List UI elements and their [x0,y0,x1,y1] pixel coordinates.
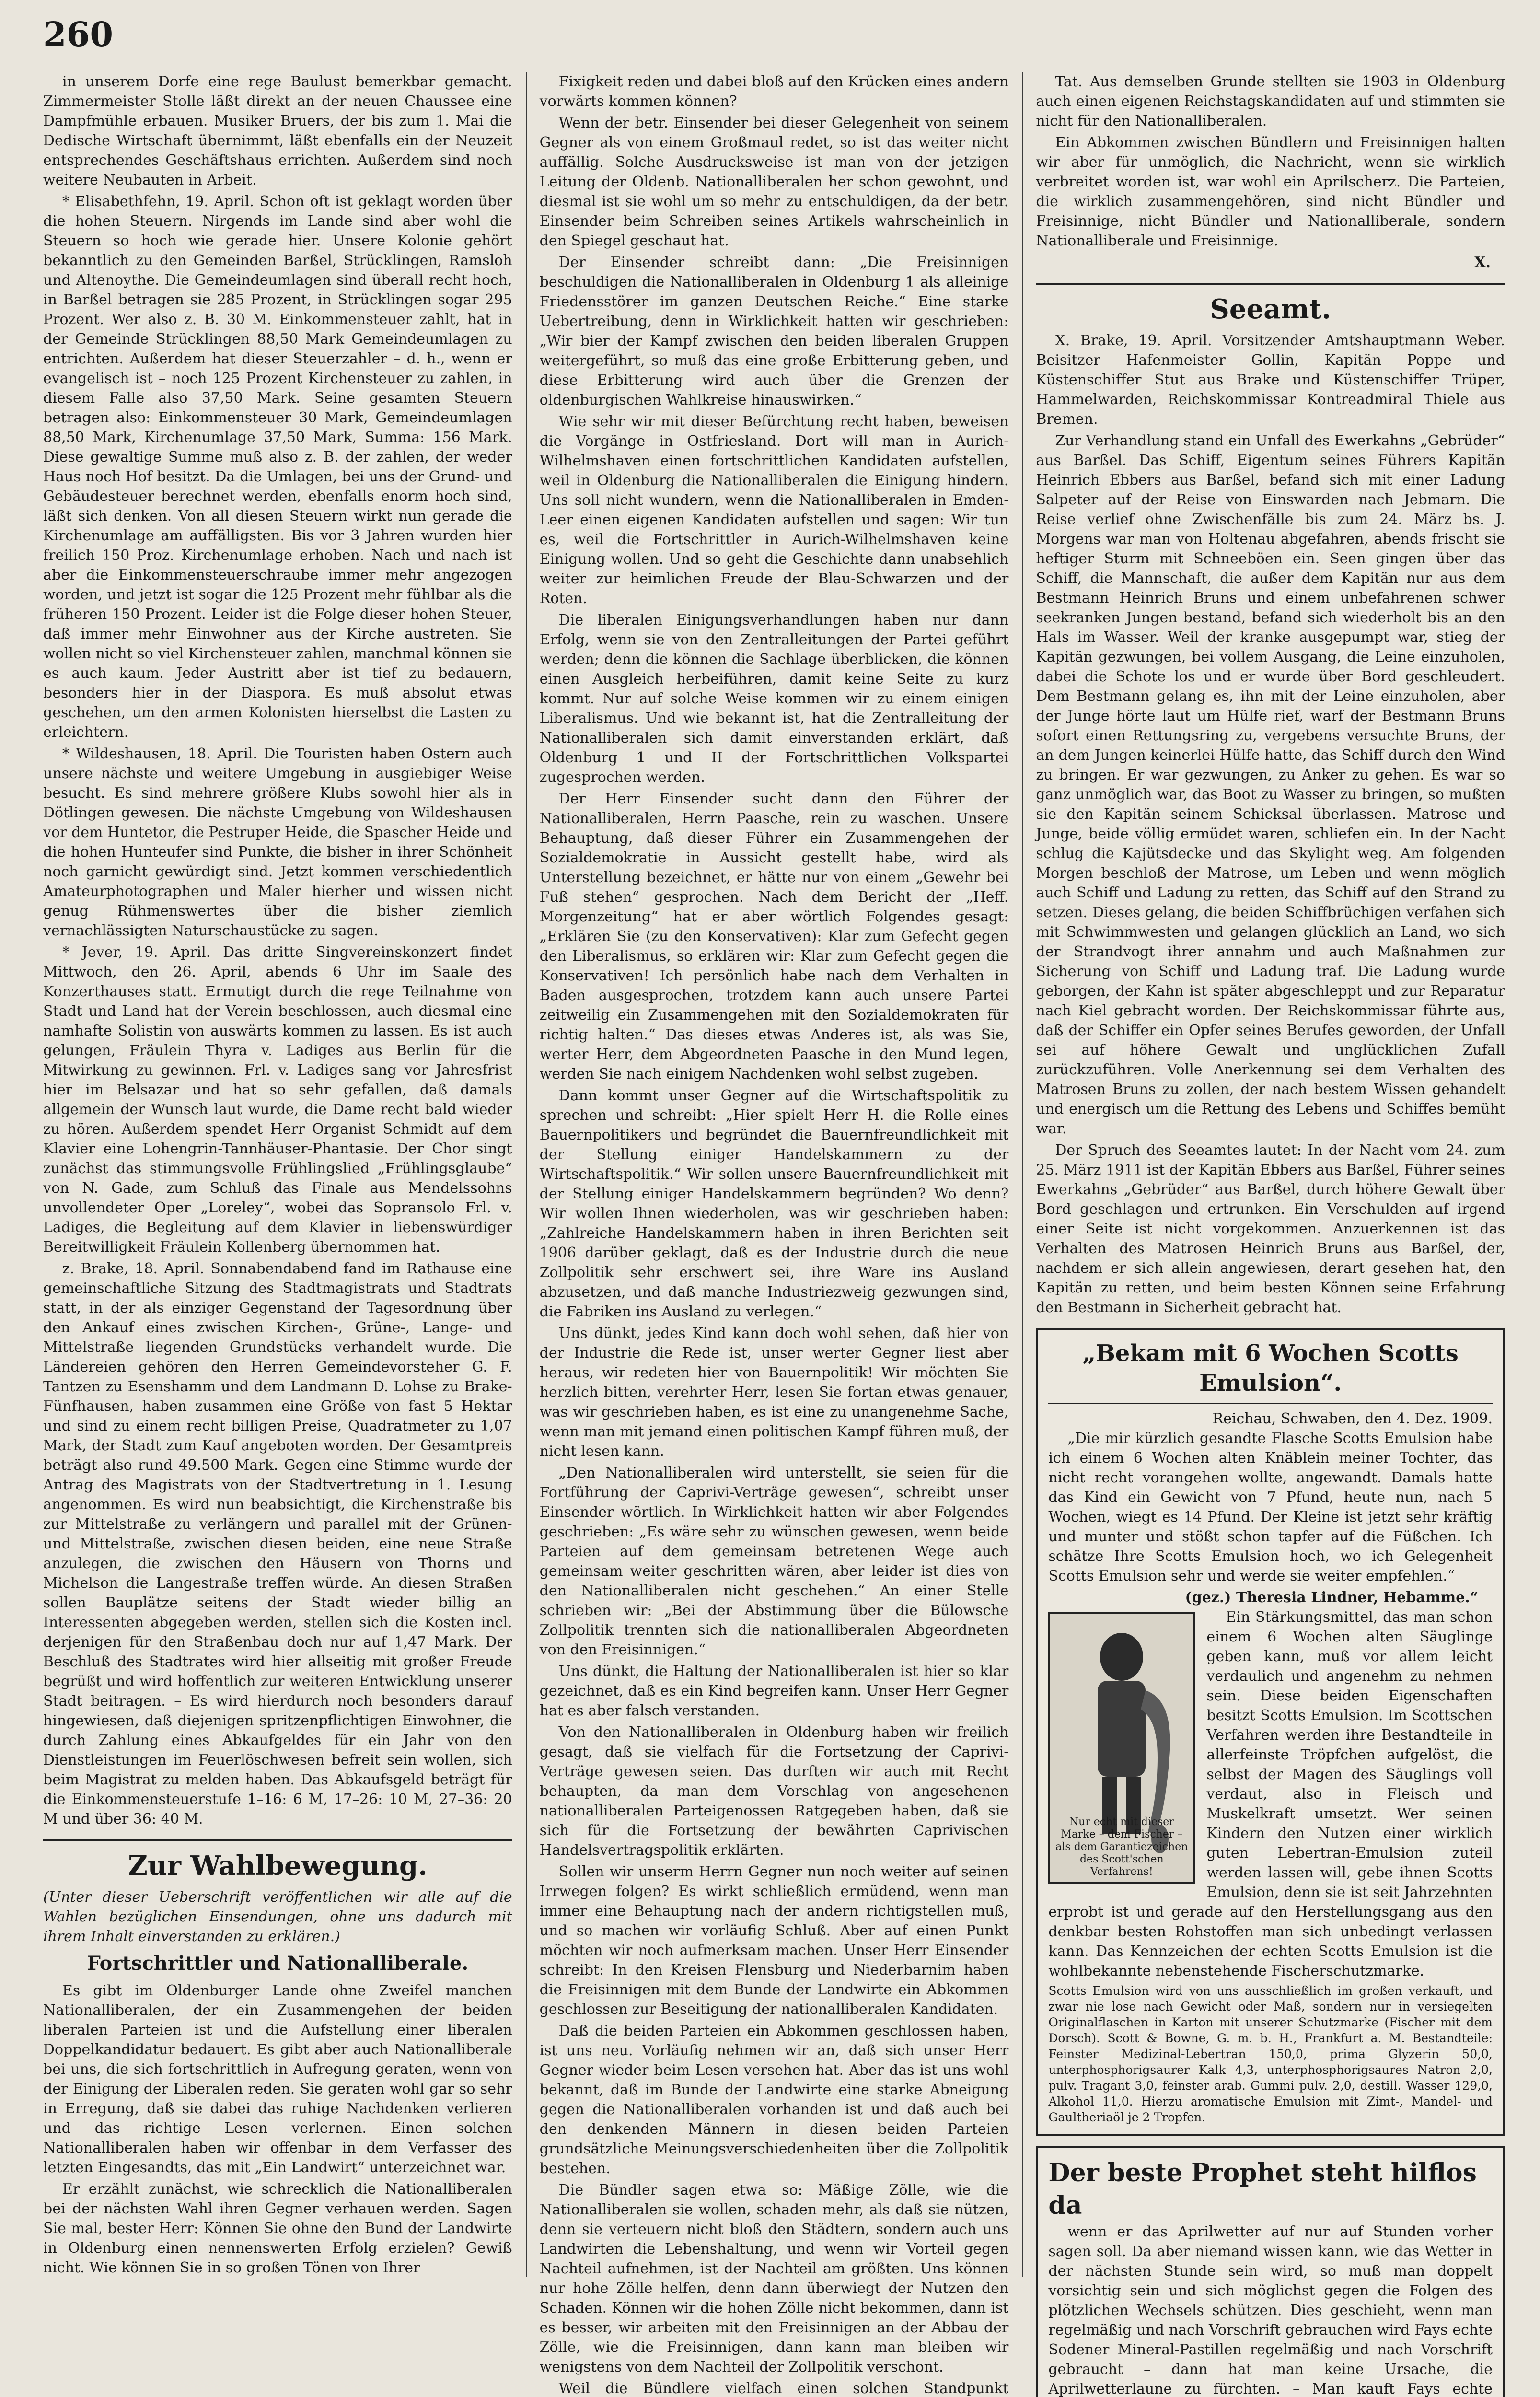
section-title-wahlbewegung: Zur Wahlbewegung. [127,1850,428,1882]
article-paragraph: Ein Abkommen zwischen Bündlern und Freisinnigen halten wir aber für unmöglich, die Nachricht, wenn sie wirklich verbreitet worden ist, war wohl ein Aprilscherz. Die Parteien, die wirklich zusammengehören, sind nicht Bündler und Freisinnige, nicht Bündler und Nationalliberale, sondern Nationalliberale und Freisinnige. [1036,134,1505,249]
article-paragraph: Daß die beiden Parteien ein Abkommen geschlossen haben, ist uns neu. Vorläufig nehmen wir an, daß sich unser Herr Gegner wieder beim Lesen versehen hat. Aber das ist uns wohl bekannt, daß im Bunde der Landwirte eine starke Abneigung gegen die Nationalliberalen vorhanden ist und daß auch bei den denkenden Männern in diesen beiden Parteien grundsätzliche Meinungsverschiedenheiten über die Zollpolitik bestehen. [539,2023,1009,2177]
ad-headline: „Bekam mit 6 Wochen Scotts Emulsion“. [1048,1338,1493,1404]
article-paragraph: Dann kommt unser Gegner auf die Wirtschaftspolitik zu sprechen und schreibt: „Hier spielt Herr H. die Rolle eines Bauernpolitikers und begründet die Bauernfreundlichkeit mit der Stellung einiger Handelskammern zu der Wirtschaftspolitik.“ Wir sollen unsere Bauernfreundlichkeit mit der Stellung einiger Handelskammern begründen? Wo denn? Wir wollen Ihnen wiederholen, was wir geschrieben haben: „Zahlreiche Handelskammern haben in ihren Berichten seit 1906 darüber geklagt, daß es der Industrie durch die neue Zollpolitik sehr erschwert sei, ihre Ware ins Ausland abzusetzen, und daß manche Industriezweig gezwungen sind, die Fabriken ins Ausland zu verlegen.“ [539,1087,1009,1320]
ad-dateline: Reichau, Schwaben, den 4. Dez. 1909. [1212,1410,1493,1427]
article-paragraph: Von den Nationalliberalen in Oldenburg haben wir freilich gesagt, daß sie vielfach für die Fortsetzung der Caprivi-Verträge gewesen seien. Das durften wir auch mit Recht behaupten, da man dem Vorschlag von angesehenen nationalliberalen Parteigenossen Ratgegeben haben, daß sie sich für die Fortsetzung der bewährten Caprivischen Handelsvertragspolitik erklärten. [539,1724,1009,1859]
article-paragraph: Uns dünkt, jedes Kind kann doch wohl sehen, daß hier von der Industrie die Rede ist, unser werter Gegner liest aber heraus, wir redeten hier von Bauernpolitik! Wir möchten Sie herzlich bitten, verehrter Herr, lesen Sie fortan etwas genauer, was wir geschrieben haben, es ist eine zu unangenehme Sache, wenn man mit jemand einen politischen Kampf führen muß, der nicht lesen kann. [539,1325,1009,1460]
article-paragraph: Uns dünkt, die Haltung der Nationalliberalen ist hier so klar gezeichnet, daß es ein Kind begreifen kann. Unser Herr Gegner hat es aber falsch verstanden. [539,1663,1009,1719]
column-1 [43,72,512,2277]
ad-sodener-pastillen [1036,2146,1505,2397]
columns [43,72,1505,2397]
column-2 [526,72,1009,2397]
ad-signature: (gez.) Theresia Lindner, Hebamme.“ [1185,1589,1479,1606]
article-paragraph: Fixigkeit reden und dabei bloß auf den Krücken eines andern vorwärts kommen können? [539,73,1009,110]
ad-headline: Der beste Prophet steht hilflos da [1048,2158,1477,2220]
ad-body: wenn er das Aprilwetter auf nur auf Stunden vorher sagen soll. Da aber niemand wissen kann, wie das Wetter in der nächsten Stunde sein wird, so muß man doppelt vorsichtig sein und sich möglichst gegen die Folgen des plötzlichen Wechsels schützen. Dies geschieht, wenn man regelmäßig und nach Vorschrift gebrauchen wird Fays echte Sodener Mineral-Pastillen regelmäßig und nach Vorschrift gebraucht – dann hat man keine Ursache, die Aprilwetterlaune zu fürchten. – Man kauft Fays echte [1048,2223,1493,2397]
article-paragraph: Zur Verhandlung stand ein Unfall des Ewerkahns „Gebrüder“ aus Barßel. Das Schiff, Eigentum seines Führers Kapitän Heinrich Ebbers aus Barßel, befand sich mit einer Ladung Salpeter auf der Reise von Einswarden nach Jebmarn. Die Reise verlief ohne Zwischenfälle bis zum 24. März bs. J. Morgens war man von Holtenau abgefahren, abends frischt sie heftiger Sturm mit Schneeböen ein. Seen gingen über das Schiff, die Mannschaft, die außer dem Kapitän nur aus dem Bestmann Heinrich Bruns und einem unbefahrenen schwer seekranken Jungen bestand, befand sich wiederholt bis an den Hals im Wasser. Weil der kranke ausgepumpt war, stieg der Kapitän gezwungen, bei vollem Ausgang, die Leine einzuholen, dabei die Schote los und er wurde über Bord geschleudert. Dem Bestmann gelang es, ihn mit der Leine einzuholen, aber der Junge hörte laut um Hülfe rief, warf der Bestmann Bruns sofort einen Rettungsring zu, vergebens versuchte Bruns, der an dem Jungen keinerlei Hülfe hatte, das Schiff durch den Wind zu bringen. Er war gezwungen, zu Anker zu gehen. Es war so ganz unmöglich war, das Boot zu Wasser zu bringen, so mußten sie den Kapitän seinem Schicksal überlassen. Matrose und Junge, beide völlig ermüdet waren, schliefen ein. In der Nacht schlug die Kajütsdecke und das Skylight weg. Am folgenden Morgen beschloß der Matrose, um Leben und wenn möglich auch Schiff und Ladung zu retten, das Schiff auf den Strand zu setzen. Dieses gelang, die beiden Schiffbrüchigen verfahen sich mit Schwimmwesten und gelangen glücklich an Land, wo sich der Strandvogt ihrer annahm und auch Maßnahmen zur Sicherung von Schiff und Ladung traf. Die Ladung wurde geborgen, der Kahn ist später abgeschleppt und zur Reparatur nach Kiel gebracht worden. Der Reichskommissar führte aus, daß der Schiffer ein Opfer seines Berufes geworden, der Unfall sei auf höhere Gewalt und unglücklichen Zufall zurückzuführen. Volle Anerkennung sei dem Verhalten des Matrosen Bruns zu zollen, der nach bestem Wissen gehandelt und energisch um die Rettung des Lebens und Schiffes bemüht war. [1036,432,1505,1137]
article-paragraph: X. Brake, 19. April. Vorsitzender Amtshauptmann Weber. Beisitzer Hafenmeister Gollin, Kapitän Poppe und Küstenschiffer Stut aus Brake und Küstenschiffer Trüper, Hammelwarden, Reichskommissar Kontreadmiral Thiele aus Bremen. [1036,332,1505,428]
article-paragraph: * Wildeshausen, 18. April. Die Touristen haben Ostern auch unsere nächste und weitere Umgebung in ausgiebiger Weise besucht. Es sind mehrere größere Klubs sowohl hier als in Dötlingen gewesen. Die nächste Umgebung von Wildeshausen vor dem Huntetor, die Pestruper Heide, die Spascher Heide und die hohen Hunteufer sind Punkte, die bisher in ihrer Schönheit noch garnicht gewürdigt sind. Jetzt kommen verschiedentlich Amateurphotographen und Maler hierher und wissen nicht genug Rühmenswertes über die bisher ziemlich vernachlässigten Naturschaustücke zu sagen. [43,745,512,939]
article-paragraph: Weil die Bündlere vielfach einen solchen Standpunkt [558,2380,1009,2397]
section-lead: (Unter dieser Ueberschrift veröffentlichen wir alle auf die Wahlen bezüglichen Einsendungen, ohne uns dadurch mit ihrem Inhalt einverstanden zu erklären.) [43,1889,512,1945]
ad-fine-print: Scotts Emulsion wird von uns ausschließlich im großen verkauft, und zwar nie lose nach Gewicht oder Maß, sondern nur in versiegelten Originalflaschen in Karton mit unserer Schutzmarke (Fischer mit dem Dorsch). Scott & Bowne, G. m. b. H., Frankfurt a. M. Bestandteile: Feinster Medizinal-Lebertran 150,0, prima Glyzerin 50,0, unterphosphorigsaurer Kalk 4,3, unterphosphorigsaures Natron 2,0, pulv. Tragant 3,0, feinster arab. Gummi pulv. 2,0, destill. Wasser 129,0, Alkohol 11,0. Hierzu aromatische Emulsion mit Zimt-, Mandel- und Gaultheriaöl je 2 Tropfen. [1048,1984,1493,2124]
article-paragraph: * Jever, 19. April. Das dritte Singvereinskonzert findet Mittwoch, den 26. April, abends 6 Uhr im Saale des Konzerthauses statt. Ermutigt durch die rege Teilnahme von Stadt und Land hat der Verein beschlossen, auch diesmal eine namhafte Solistin von auswärts kommen zu lassen. Es ist auch gelungen, Fräulein Thyra v. Ladiges aus Berlin für die Mitwirkung zu gewinnen. Frl. v. Ladiges sang vor Jahresfrist hier im Belsazar und hat so sehr gefallen, daß damals allgemein der Wunsch laut wurde, die Dame recht bald wieder zu hören. Außerdem spendet Herr Organist Schmidt auf dem Klavier eine Lohengrin-Tannhäuser-Phantasie. Der Chor singt zunächst das stimmungsvolle Frühlingslied „Frühlingsglaube“ von N. Gade, zum Schluß das Finale aus Mendelssohns unvollendeter Oper „Loreley“, wobei das Sopransolo Frl. v. Ladiges, die Begleitung auf dem Klavier in liebenswürdiger Bereitwilligkeit Fräulein Kollenberg übernommen hat. [43,944,512,1256]
column-3 [1022,72,1505,2397]
article-paragraph: Wie sehr wir mit dieser Befürchtung recht haben, beweisen die Vorgänge in Ostfriesland. Dort will man in Aurich-Wilhelmshaven einen fortschrittlichen Kandidaten aufstellen, weil in Oldenburg die Nationalliberalen die Einigung hindern. Uns soll nicht wundern, wenn die Nationalliberalen in Emden-Leer einen eigenen Kandidaten aufstellen und sagen: Wir tun es, weil die Fortschrittler in Aurich-Wilhelmshaven keine Einigung wollen. Und so geht die Geschichte dann unabsehlich weiter zur heimlichen Freude der Blau-Schwarzen und der Roten. [539,413,1009,607]
article-paragraph: „Den Nationalliberalen wird unterstellt, sie seien für die Fortführung der Caprivi-Verträge gewesen“, schreibt unser Einsender wörtlich. In Wirklichkeit hatten wir aber Folgendes geschrieben: „Es wäre sehr zu wünschen gewesen, wenn beide Parteien auf dem gemeinsam betretenen Wege auch gemeinsam weiter geschritten wären, aber leider ist dies von den Nationalliberalen nicht geschehen.“ An einer Stelle schrieben wir: „Bei der Abstimmung über die Bülowsche Zollpolitik trennten sich die nationalliberalen Abgeordneten von den Freisinnigen.“ [539,1465,1009,1658]
page-number: 260 [43,14,114,54]
article-paragraph: * Elisabethfehn, 19. April. Schon oft ist geklagt worden über die hohen Steuern. Nirgends im Lande sind aber wohl die Steuern so hoch wie gerade hier. Unsere Kolonie gehört bekanntlich zu den Gemeinden Barßel, Strücklingen, Ramsloh und Altenoythe. Die Gemeindeumlagen sind überall recht hoch, in Barßel betragen sie 285 Prozent, in Strücklingen sogar 295 Prozent. Wer also z. B. 30 M. Einkommensteuer zahlt, hat in der Gemeinde Strücklingen 88,50 Mark Gemeindeumlagen zu entrichten. Außerdem hat dieser Steuerzahler – d. h., wenn er evangelisch ist – noch 125 Prozent Kirchensteuer zu zahlen, in diesem Falle also 37,50 Mark. Seine gesamten Steuern betragen also: Einkommensteuer 30 Mark, Gemeindeumlagen 88,50 Mark, Kirchenumlage 37,50 Mark, Summa: 156 Mark. Diese gewaltige Summe muß also z. B. der zahlen, der weder Haus noch Hof besitzt. Da die Umlagen, bei uns der Grund- und Gebäudesteuer berechnet werden, ebenfalls enorm hoch sind, läßt sich denken. Von all diesen Steuern wirkt nun gerade die Kirchenumlage am auffälligsten. Bis vor 3 Jahren wurden hier freilich 150 Proz. Kirchenumlage erhoben. Nach und nach ist aber die Einkommensteuerschraube immer mehr angezogen worden, und jetzt ist sogar die 125 Prozent mehr fühlbar als die früheren 150 Prozent. Leider ist die Folge dieser hohen Steuer, daß immer mehr Einwohner aus der Kirche austreten. Sie wollen nicht so viel Kirchensteuer zahlen, manchmal können sie es auch kaum. Jeder Austritt aber ist tief zu bedauern, besonders hier in der Diaspora. Es muß absolut etwas geschehen, um den armen Kolonisten hierselbst die Lasten zu erleichtern. [43,193,512,741]
article-paragraph: in unserem Dorfe eine rege Baulust bemerkbar gemacht. Zimmermeister Stolle läßt direkt an der neuen Chaussee eine Dampfmühle erbauen. Musiker Bruers, der bis zum 1. Mai die Dedische Wirtschaft übernimmt, läßt ebenfalls ein der Neuzeit entsprechendes Geschäftshaus errichten. Außerdem sind noch weitere Neubauten in Arbeit. [43,73,512,188]
article-paragraph: Der Spruch des Seeamtes lautet: In der Nacht vom 24. zum 25. März 1911 ist der Kapitän Ebbers aus Barßel, Führer seines Ewerkahns „Gebrüder“ aus Barßel, durch höhere Gewalt über Bord geschlagen und ertrunken. Ein Verschulden auf irgend einer Seite ist nicht vorgekommen. Anzuerkennen ist das Verhalten des Matrosen Heinrich Bruns aus Barßel, der, nachdem er sich allein angewiesen, derart gesehen hat, den Kapitän zu retten, und beim besten Können seine Erfahrung den Bestmann in Sicherheit gebracht hat. [1036,1142,1505,1316]
subsection-title: Fortschrittler und Nationalliberale. [87,1952,469,1975]
section-divider [43,1839,512,1841]
article-paragraph: Die Bündler sagen etwa so: Mäßige Zölle, wie die Nationalliberalen sie wollen, schaden mehr, als daß sie nützen, denn sie verteuern nicht bloß den Städtern, sondern auch uns Landwirten die Lebenshaltung, und wenn wir Vorteil gegen Nachteil aufnehmen, ist der Nachteil am größten. Uns können nur hohe Zölle helfen, denn dann überwiegt der Nutzen den Schaden. Können wir die hohen Zölle nicht bekommen, dann ist es besser, wir arbeiten mit den Freisinnigen an der Abbau der Zölle, wie die Freisinnigen, dann kann man bleiben wir wenigstens von dem Nachteil der Zollpolitik verschont. [539,2182,1009,2375]
article-paragraph: Tat. Aus demselben Grunde stellten sie 1903 in Oldenburg auch einen eigenen Reichstagskandidaten auf und stimmten sie nicht für den Nationalliberalen. [1036,73,1505,129]
section-divider [1036,283,1505,285]
article-paragraph: Die liberalen Einigungsverhandlungen haben nur dann Erfolg, wenn sie von den Zentralleitungen der Partei geführt werden; denn die können die Sachlage überblicken, die können einen Ausgleich herbeiführen, damit keine Seite zu kurz kommt. Nur auf solche Weise kommen wir zu einem einigen Liberalismus. Und wie bekannt ist, hat die Zentralleitung der Nationalliberalen sich damit einverstanden erklärt, daß Oldenburg 1 und II der Fortschrittlichen Volkspartei zugesprochen werden. [539,612,1009,786]
ad-body: Ein Stärkungsmittel, das man schon einem 6 Wochen alten Säuglinge geben kann, muß vor allem leicht verdaulich und angenehm zu nehmen sein. Diese beiden Eigenschaften besitzt Scotts Emulsion. Im Scottschen Verfahren werden ihre Bestandteile in allerfeinste Tröpfchen aufgelöst, die selbst der Magen des Säuglings voll verdaut, also in Fleisch und Muskelkraft umsetzt. Wer seinen Kindern den Nutzen einer wirklich guten Lebertran-Emulsion zuteil werden lassen will, gebe ihnen Scotts Emulsion, denn sie ist seit Jahrzehnten erprobt ist und gerade auf den Herstellungsgang aus den denkbar besten Rohstoffen man sich unbedingt verlassen kann. Das Kennzeichen der echten Scotts Emulsion ist die wohlbekannte nebenstehende Fischerschutzmarke. [1048,1609,1493,1979]
section-title-seeamt: Seeamt. [1210,293,1331,325]
trademark-caption: Nur echt mit dieser Marke – dem Fischer – als dem Garantiezeichen des Scott'schen Verfahrens! [1055,1816,1188,1878]
article-paragraph: Es gibt im Oldenburger Lande ohne Zweifel manchen Nationalliberalen, der ein Zusammengehen der beiden liberalen Parteien ist und die Aufstellung einer liberalen Doppelkandidatur bedauert. Es gibt aber auch Nationalliberale bei uns, die sich fortschrittlich in Aufregung geraten, wenn von der Einigung der Liberalen reden. Sie geraten wohl gar so sehr in Erregung, daß sie dabei das ruhige Nachdenken verlieren und das richtige Lesen verlernen. Einen solchen Nationalliberalen haben wir offenbar in dem Verfasser des letzten Eingesandts, das mit „Ein Landwirt“ unterzeichnet war. [43,1982,512,2176]
article-paragraph: Er erzählt zunächst, wie schrecklich die Nationalliberalen bei der nächsten Wahl ihren Gegner verhauen werden. Sagen Sie mal, bester Herr: Können Sie ohne den Bund der Landwirte in Oldenburg einen nennenswerten Erfolg erzielen? Gewiß nicht. Wie können Sie in so großen Tönen von Ihrer [43,2181,512,2276]
article-paragraph: Der Einsender schreibt dann: „Die Freisinnigen beschuldigen die Nationalliberalen in Oldenburg 1 als alleinige Friedensstörer im ganzen Deutschen Reiche.“ Eine starke Uebertreibung, denn in Wirklichkeit hatten wir geschrieben: „Wir bier der Kampf zwischen den beiden liberalen Gruppen weitergeführt, so muß das eine große Erbitterung geben, und diese Erbitterung wird auch über die Grenzen der oldenburgischen Wahlkreise hinauswirken.“ [539,254,1009,408]
article-paragraph: Sollen wir unserm Herrn Gegner nun noch weiter auf seinen Irrwegen folgen? Es wirkt schließlich ermüdend, wenn man immer eine Behauptung nach der andern richtigstellen muß, und so machen wir vorläufig Schluß. Aber auf einen Punkt möchten wir noch aufmerksam machen. Unser Herr Einsender schreibt: In den Kreisen Flensburg und Niederbarnim haben die Freisinnigen mit dem Bunde der Landwirte ein Abkommen geschlossen zur Beseitigung der nationalliberalen Kandidaten. [539,1863,1009,2018]
ad-scotts-emulsion [1036,1328,1505,2136]
article-paragraph: Wenn der betr. Einsender bei dieser Gelegenheit von seinem Gegner als von einem Großmaul redet, so ist das weiter nicht auffällig. Solche Ausdrucksweise ist man von der jetzigen Leitung der Oldenb. Nationalliberalen her schon gewohnt, und diesmal ist sie wohl um so mehr zu entschuldigen, da der betr. Einsender beim Schreiben seines Artikels wahrscheinlich in den Spiegel geschaut hat. [539,115,1009,249]
ad-letter: „Die mir kürzlich gesandte Flasche Scotts Emulsion habe ich einem 6 Wochen alten Knäblein meiner Tochter, das nicht recht vorangehen wollte, angewandt. Damals hatte das Kind ein Gewicht von 7 Pfund, heute nun, nach 5 Wochen, wiegt es 14 Pfund. Der Kleine ist jetzt sehr kräftig und munter und stößt schon tapfer auf die Füßchen. Ich schätze Ihre Scotts Emulsion hoch, wo ich Gelegenheit Scotts Emulsion sehr und werde sie weiter empfehlen.“ [1048,1430,1493,1584]
article-signature: X. [1474,254,1491,271]
article-paragraph: z. Brake, 18. April. Sonnabendabend fand im Rathause eine gemeinschaftliche Sitzung des Stadtmagistrats und Stadtrats statt, in der als einziger Gegenstand der Tagesordnung über den Ankauf eines zwischen Kirchen-, Grüne-, Lange- und Mittelstraße liegenden Grundstücks verhandelt wurde. Die Ländereien gehören den Herren Gemeindevorsteher G. F. Tantzen zu Esenshamm und dem Landmann D. Lohse zu Brake-Fünfhausen, haben zusammen eine Größe von fast 5 Hektar und sind zu einem recht billigen Preise, Quadratmeter zu 1,07 Mark, der Stadt zum Kauf angeboten worden. Der Gesamtpreis beträgt also rund 49.500 Mark. Gegen eine Stimme wurde der Antrag des Magistrats von der Stadtvertretung in 1. Lesung angenommen. Es wird nun beabsichtigt, die Kirchenstraße bis zur Mittelstraße zu verlängern und parallel mit der Grünen- und Mittelstraße, zwischen diesen beiden, eine neue Straße anzulegen, die zwischen den Häusern von Thorns und Michelson die Langestraße treffen würde. An diesen Straßen sollen Bauplätze seitens der Stadt wieder billig an Interessenten abgegeben werden, stellen sich die Kosten incl. derjenigen für den Straßenbau doch nur auf 1,47 Mark. Der Beschluß des Stadtrates wird hier allseitig mit großer Freude begrüßt und wird hoffentlich zur weiteren Entwicklung unserer Stadt beitragen. – Es wird hierdurch noch besonders darauf hingewiesen, daß diejenigen spritzenpflichtigen Einwohner, die durch Zahlung eines Abkaufgeldes für ein Jahr von den Dienstleistungen im Feuerlöschwesen befreit sein wollen, sich beim Magistrat zu melden haben. Das Abkaufsgeld beträgt für die Einkommensteuerstufe 1–16: 6 M, 17–26: 10 M, 27–36: 20 M und über 36: 40 M. [43,1260,512,1827]
fisherman-trademark [1048,1612,1195,1884]
article-paragraph: Der Herr Einsender sucht dann den Führer der Nationalliberalen, Herrn Paasche, rein zu waschen. Unsere Behauptung, daß dieser Führer ein Zusammengehen der Sozialdemokratie in Aussicht gestellt habe, wird als Unterstellung bezeichnet, er hätte nur von einem „Gewehr bei Fuß stehen“ gesprochen. Nach dem Bericht der „Heff. Morgenzeitung“ hat er aber wörtlich Folgendes gesagt: „Erklären Sie (zu den Konservativen): Klar zum Gefecht gegen den Liberalismus, so erklären wir: Klar zum Gefecht gegen die Konservativen! Ich persönlich habe nach dem Verhalten in Baden ausgesprochen, trotzdem kann auch unsere Partei zeitweilig ein Zusammengehen mit den Sozialdemokraten für richtig halten.“ Das dieses etwas Anderes ist, als was Sie, werter Herr, dem Abgeordneten Paasche in den Mund legen, werden Sie nach einigem Nachdenken wohl selbst zugeben. [539,791,1009,1082]
